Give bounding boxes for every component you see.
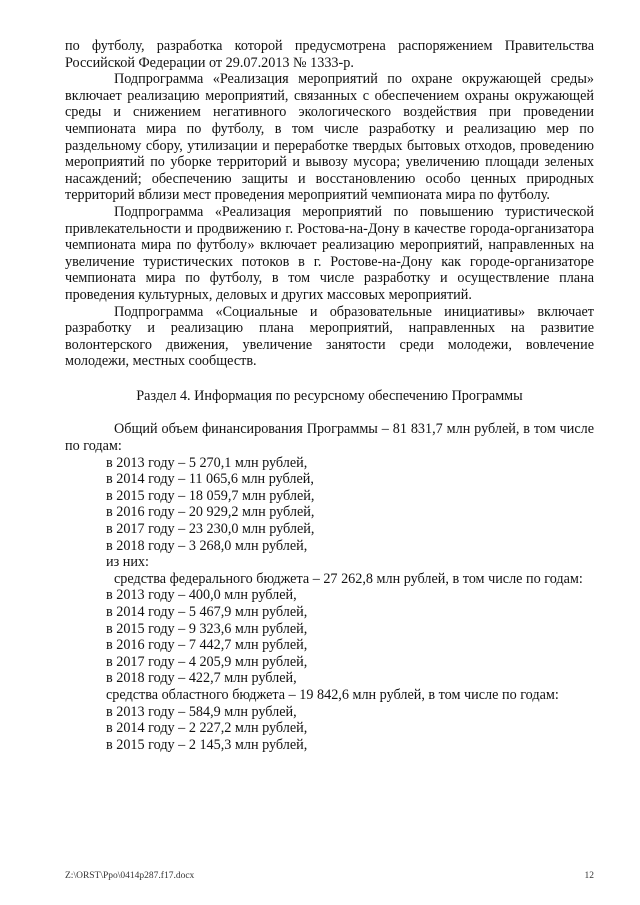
paragraph-intro: по футболу, разработка которой предусмотрена распоряжением Правительства Российской Федерации от 29.07.2013 № 1333-р. [65,38,594,71]
paragraph-social: Подпрограмма «Социальные и образовательные инициативы» включает разработку и реализацию плана мероприятий, направленных на развитие волонтерского движения, увеличение занятости среди молодежи, вовлечение молодежи, местных сообществ. [65,303,594,370]
funding-total: Общий объем финансирования Программы – 81 831,7 млн рублей, в том числе по годам: [65,421,594,455]
list-item: в 2017 году – 4 205,9 млн рублей, [106,653,308,670]
file-path: Z:\ORST\Ppo\0414p287.f17.docx [65,871,195,881]
list-item: в 2017 году – 23 230,0 млн рублей, [106,521,315,538]
paragraph-environment: Подпрограмма «Реализация мероприятий по охране окружающей среды» включает реализацию мероприятий, связанных с обеспечением охраны окружающей среды и снижением негативного экологического воздействия при проведении чемпионата мира по футболу, в том числе разработку и реализацию мер по раздельному сбору, утилизации и переработке твердых бытовых отходов, проведению мероприятий по уборке территорий и вывозу мусора; увеличению площади зеленых насаждений; обеспечению защиты и восстановлению особо ценных природных территорий вблизи мест проведения мероприятий чемпионата мира по футболу. [65,71,594,204]
list-item: в 2013 году – 400,0 млн рублей, [106,587,297,604]
list-item: в 2015 году – 18 059,7 млн рублей, [106,487,315,504]
list-item: в 2015 году – 2 145,3 млн рублей, [106,736,308,753]
federal-years-list [65,587,594,753]
list-item: в 2015 году – 9 323,6 млн рублей, [106,620,308,637]
list-item: в 2014 году – 5 467,9 млн рублей, [106,604,308,620]
list-item: в 2013 году – 584,9 млн рублей, [106,703,297,720]
total-years-list [65,455,594,571]
funding-federal: средства федерального бюджета – 27 262,8 млн рублей, в том числе по годам: [114,570,583,587]
section-heading: Раздел 4. Информация по ресурсному обеспечению Программы [136,387,523,404]
list-item: в 2018 году – 422,7 млн рублей, [106,670,297,687]
paragraph-tourism: Подпрограмма «Реализация мероприятий по повышению туристической привлекательности и продвижению г. Ростова-на-Дону в качестве города-организатора чемпионата мира по футболу» включает реализацию мероприятий, направленных на увеличение туристических потоков в г. Ростове-на-Дону как городе-организаторе чемпионата мира по футболу, в том числе разработку и осуществление плана проведения культурных, деловых и других массовых мероприятий. [65,203,594,303]
list-item: в 2016 году – 7 442,7 млн рублей, [106,637,308,654]
list-item: в 2014 году – 2 227,2 млн рублей, [106,720,308,737]
list-item: в 2014 году – 11 065,6 млн рублей, [106,471,314,488]
list-item: в 2013 году – 5 270,1 млн рублей, [106,454,308,471]
list-item: в 2016 году – 20 929,2 млн рублей, [106,504,315,521]
of-which-label: из них: [106,554,149,571]
list-item: в 2018 году – 3 268,0 млн рублей, [106,537,308,554]
document-body [65,38,594,753]
page-number: 12 [584,871,594,881]
funding-regional: средства областного бюджета – 19 842,6 млн рублей, в том числе по годам: [106,686,559,703]
